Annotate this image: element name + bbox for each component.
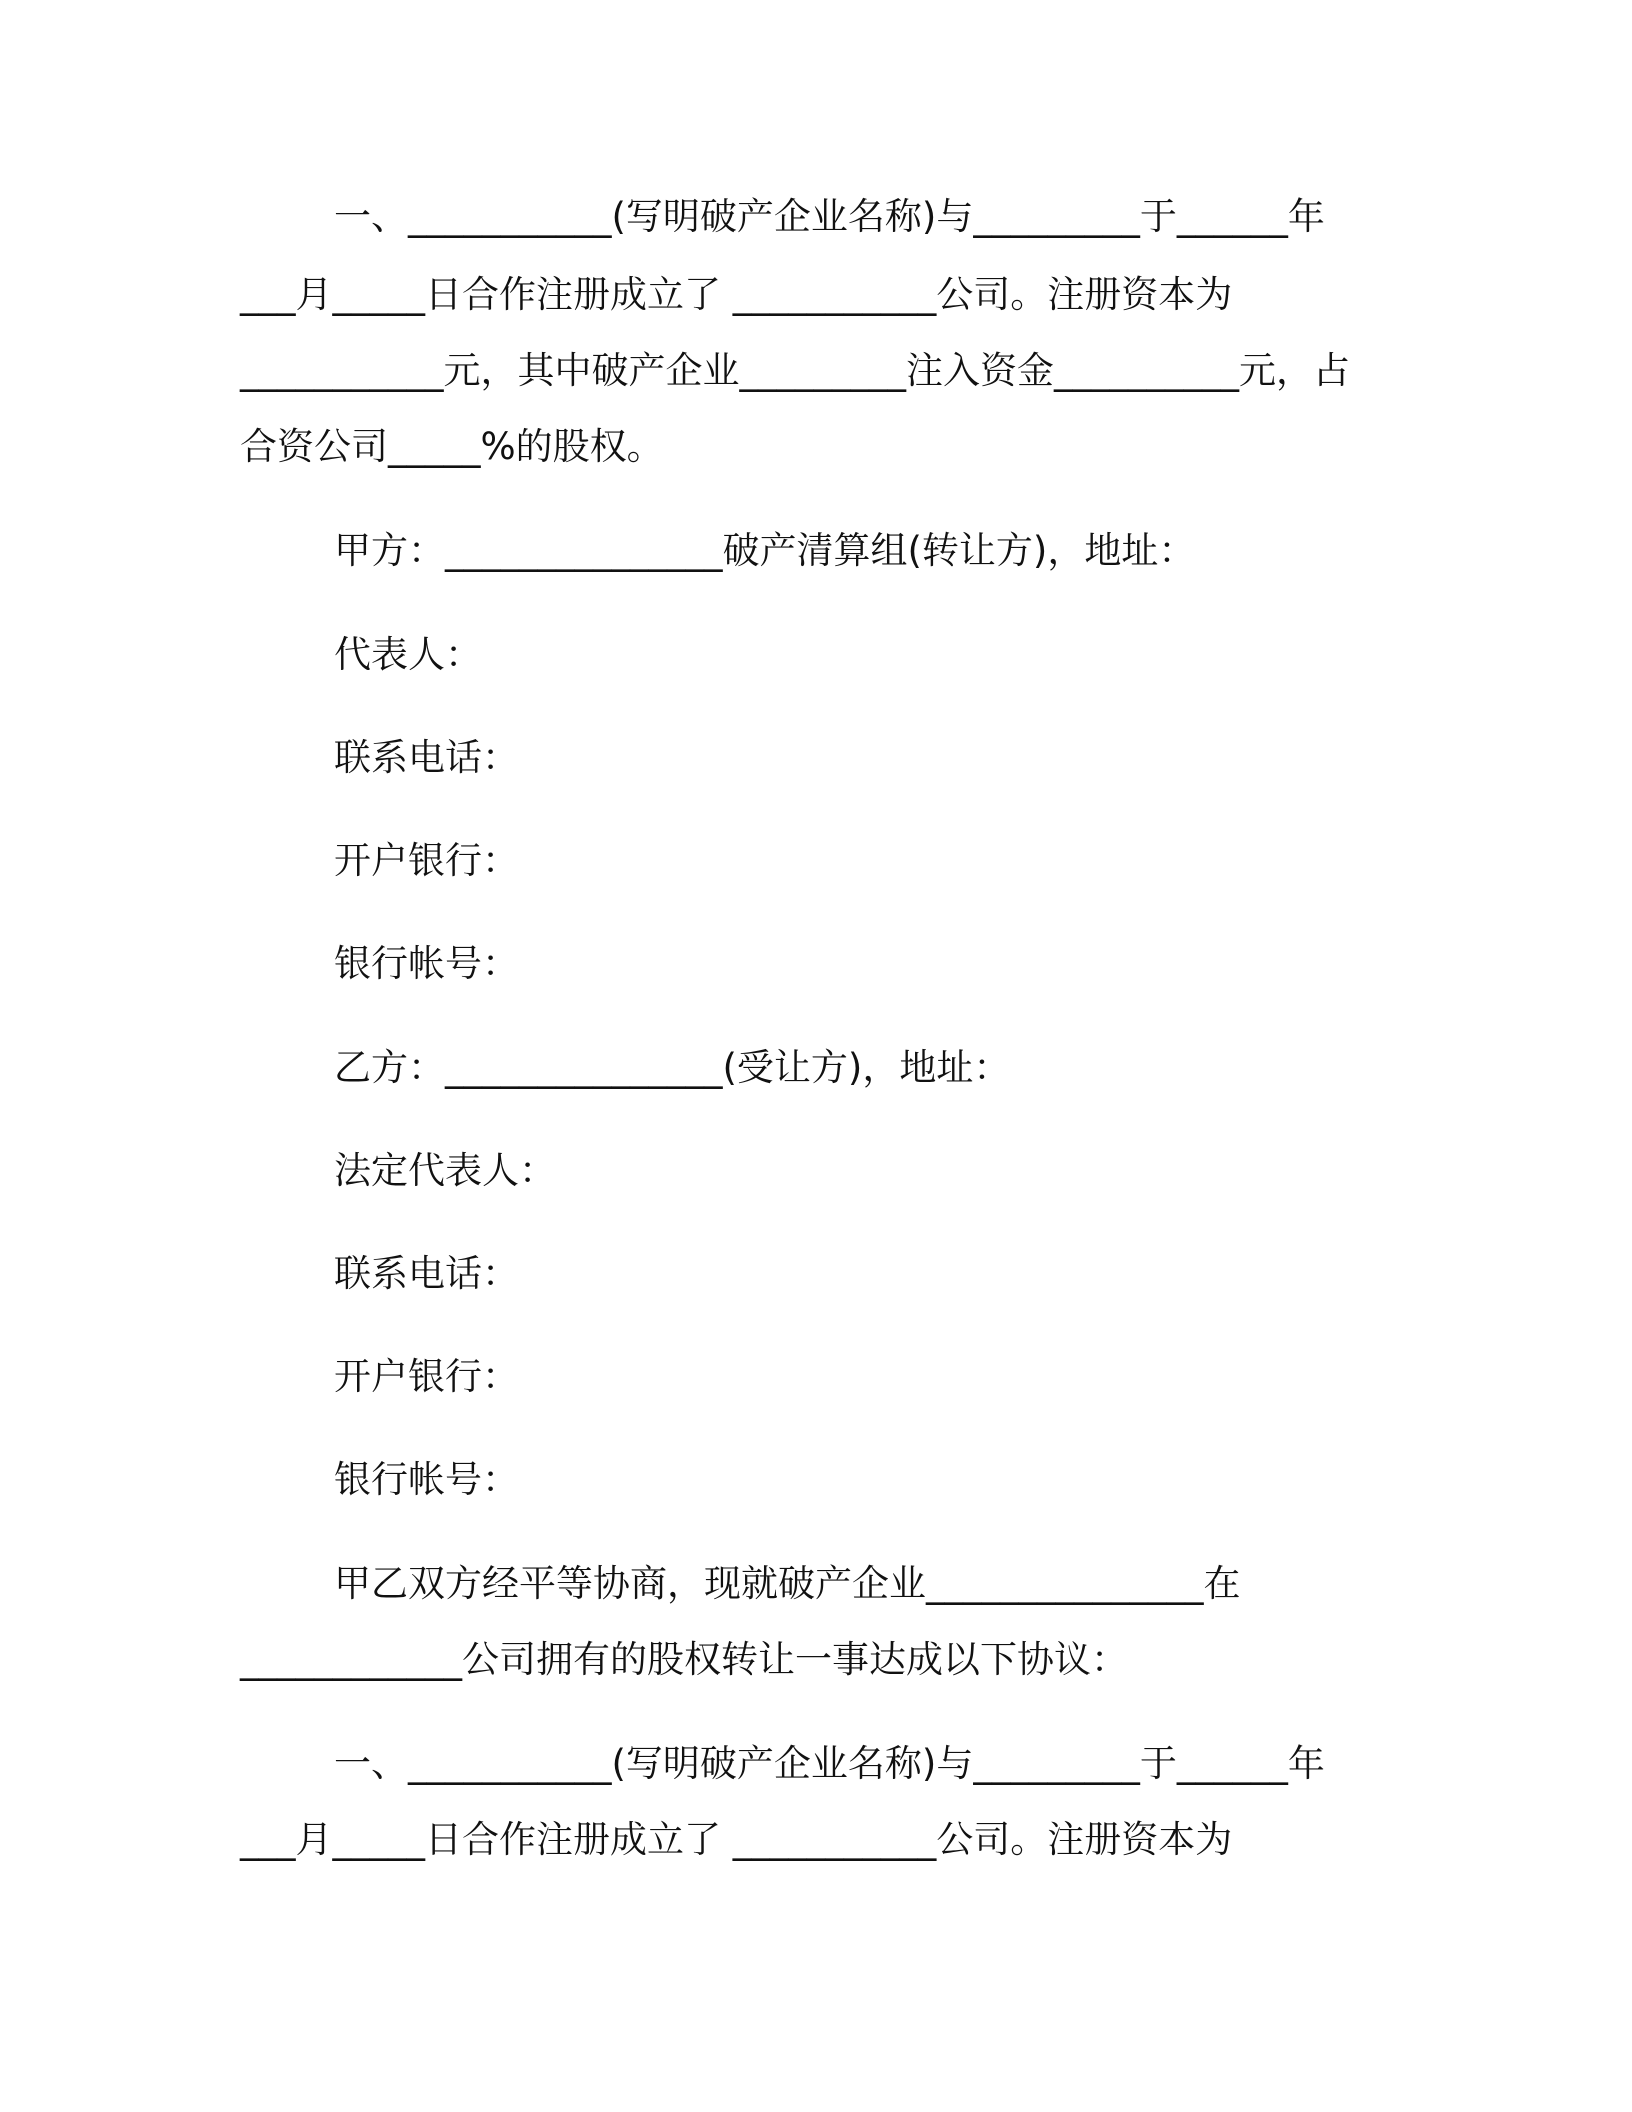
paragraph-1-line-2: ___月_____日合作注册成立了 ___________公司。注册资本为 xyxy=(240,273,1233,316)
party-b-line: 乙方：_______________(受让方)，地址： xyxy=(334,1046,1011,1089)
party-a-line: 甲方：_______________破产清算组(转让方)，地址： xyxy=(334,529,1196,572)
agreement-intro-line-1: 甲乙双方经平等协商，现就破产企业_______________在 xyxy=(334,1562,1241,1605)
party-a-phone: 联系电话： xyxy=(334,736,519,779)
party-b-account: 银行帐号： xyxy=(334,1458,519,1501)
party-b-legal-representative: 法定代表人： xyxy=(334,1149,556,1192)
party-b-phone: 联系电话： xyxy=(334,1252,519,1295)
party-a-account: 银行帐号： xyxy=(334,942,519,985)
agreement-intro-line-2: ____________公司拥有的股权转让一事达成以下协议： xyxy=(240,1638,1128,1681)
party-a-bank: 开户银行： xyxy=(334,839,519,882)
party-b-bank: 开户银行： xyxy=(334,1355,519,1398)
paragraph-repeat-line-1: 一、___________(写明破产企业名称)与_________于______年 xyxy=(334,1742,1325,1785)
party-a-representative: 代表人： xyxy=(334,633,482,676)
paragraph-1-line-4: 合资公司_____%的股权。 xyxy=(240,425,664,468)
paragraph-1-line-1: 一、___________(写明破产企业名称)与_________于______年 xyxy=(334,195,1325,238)
paragraph-1-line-3: ___________元，其中破产企业_________注入资金__________元，占 xyxy=(240,349,1350,392)
paragraph-repeat-line-2: ___月_____日合作注册成立了 ___________公司。注册资本为 xyxy=(240,1818,1233,1861)
